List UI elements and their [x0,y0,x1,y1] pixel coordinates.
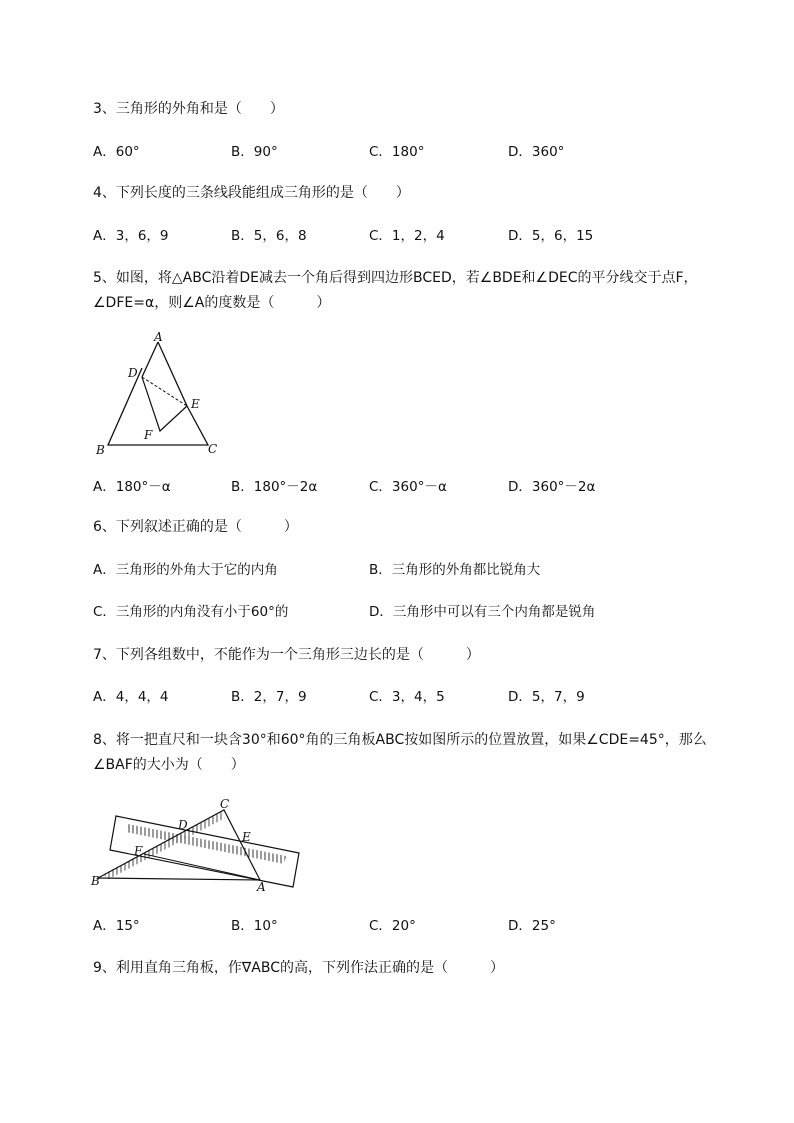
label-c: C [208,442,218,456]
q7-option-a: A．4，4，4 [93,689,169,705]
q6-option-a: A．三角形的外角大于它的内角 [93,562,278,578]
q4-option-b: B．5，6，8 [231,228,307,244]
question-8-stem-line2: ∠BAF的大小为（ ） [93,757,245,773]
q8-option-a: A．15° [93,918,140,934]
q6-option-d: D．三角形中可以有三个内角都是锐角 [369,604,596,620]
label-f: F [144,428,153,442]
label-b: B [91,874,100,888]
q4-option-d: D．5，6，15 [508,228,594,244]
question-4-stem: 4、下列长度的三条线段能组成三角形的是（ ） [93,185,410,201]
q5-option-b: B．180°－2α [231,479,318,495]
label-d: D [128,366,138,380]
question-5-figure [88,328,228,460]
q8-option-c: C．20° [369,918,416,934]
q3-option-d: D．360° [508,144,565,160]
side-ad [142,342,158,377]
q4-option-a: A．3，6，9 [93,228,169,244]
label-b: B [96,443,105,457]
label-a: A [257,880,266,892]
question-5-stem-line2: ∠DFE=α，则∠A的度数是（ ） [93,295,331,311]
q7-option-c: C．3，4，5 [369,689,445,705]
q5-option-d: D．360°－2α [508,479,596,495]
q7-option-b: B．2，7，9 [231,689,307,705]
q3-option-a: A．60° [93,144,140,160]
question-9-stem: 9、利用直角三角板，作∇ABC的高，下列作法正确的是（ ） [93,960,504,976]
question-6-stem: 6、下列叙述正确的是（ ） [93,519,298,535]
question-7-stem: 7、下列各组数中，不能作为一个三角形三边长的是（ ） [93,647,480,663]
label-a: A [154,330,163,344]
q8-option-b: B．10° [231,918,278,934]
question-5-stem-line1: 5、如图，将△ABC沿着DE减去一个角后得到四边形BCED，若∠BDE和∠DEC的平分线交于点F， [93,270,698,286]
label-f: F [134,844,143,858]
q8-option-d: D．25° [508,918,556,934]
label-e: E [191,397,200,411]
q5-option-c: C．360°－α [369,479,447,495]
q6-option-c: C．三角形的内角没有小于60°的 [93,604,289,620]
angle-bisectors-df-ef [142,377,187,431]
label-d: D [178,818,188,832]
q5-option-a: A．180°－α [93,479,171,495]
label-c: C [220,797,230,811]
label-e: E [242,830,251,844]
question-8-stem-line1: 8、将一把直尺和一块含30°和60°角的三角板ABC按如图所示的位置放置，如果∠CDE=45°，那么 [93,732,707,748]
q7-option-d: D．5，7，9 [508,689,585,705]
q3-option-b: B．90° [231,144,278,160]
q6-option-b: B．三角形的外角都比锐角大 [369,562,541,578]
q3-option-c: C．180° [369,144,425,160]
question-3-stem: 3、三角形的外角和是（ ） [93,101,284,117]
question-8-figure [88,792,308,892]
q4-option-c: C．1，2，4 [369,228,445,244]
